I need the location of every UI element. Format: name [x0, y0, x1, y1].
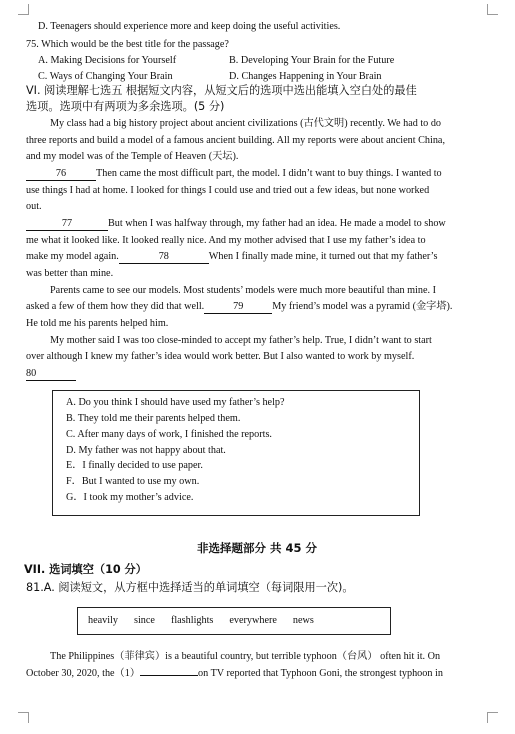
q75-stem: 75. Which would be the best title for the passage? [26, 39, 229, 50]
passage-text: make my model again. [26, 251, 119, 262]
crop-mark-top-left [18, 4, 29, 15]
option-b: B. They told me their parents helped them. [66, 413, 241, 424]
word-option: everywhere [229, 615, 277, 626]
question-81-instruction: 81.A. 阅读短文，从方框中选择适当的单词填空（每词限用一次)。 [26, 581, 354, 594]
q75-option-b: B. Developing Your Brain for the Future [229, 55, 395, 66]
passage-line-blank-78 [26, 250, 437, 264]
passage-line: out. [26, 201, 42, 212]
passage-line: My mother said I was too close-minded to accept my father’s help. True, I didn’t want to start [50, 335, 432, 346]
passage-line: My class had a big history project about ancient civilizations (古代文明) recently. We had to do [50, 118, 442, 129]
blank-78: 78 [119, 251, 209, 264]
word-option: news [292, 615, 314, 626]
passage-text: But when I was halfway through, my father had an idea. He made a model to show [108, 218, 446, 229]
q75-option-a: A. Making Decisions for Yourself [38, 55, 177, 66]
passage-81-line-blank-1 [26, 667, 443, 681]
passage-text: My friend’s model was a pyramid (金字塔). [272, 301, 453, 312]
passage-line-blank-79 [26, 300, 452, 314]
option-a: A. Do you think I should have used my father’s help? [66, 397, 285, 408]
word-box [77, 607, 391, 635]
section-7-heading: VII. 选词填空（10 分） [24, 563, 147, 576]
passage-line: over although I knew my father’s idea would work better. But I also wanted to work by myself. [26, 351, 415, 362]
option-g: G．I took my mother’s advice. [66, 492, 194, 503]
passage-line: was better than mine. [26, 268, 114, 279]
option-c: C. After many days of work, I finished the reports. [66, 429, 272, 440]
blank-76: 76 [26, 168, 96, 181]
q74-option-d: D. Teenagers should experience more and keep doing the useful activities. [38, 21, 341, 32]
blank-79: 79 [204, 301, 272, 314]
word-option: since [134, 615, 155, 626]
crop-mark-top-right [487, 4, 498, 15]
blank-77: 77 [26, 218, 108, 231]
blank-1 [140, 675, 198, 676]
word-option: flashlights [170, 615, 214, 626]
passage-text: on TV reported that Typhoon Goni, the strongest typhoon in [198, 668, 443, 679]
passage-text: When I finally made mine, it turned out that my father’s [208, 251, 438, 262]
section-6-heading: VI. 阅读理解七选五 根据短文内容，从短文后的选项中选出能填入空白处的最佳 [26, 84, 417, 97]
word-option: heavily [88, 615, 118, 626]
section-6-heading-line2: 选项。选项中有两项为多余选项。(5 分) [26, 100, 225, 113]
q75-option-d: D. Changes Happening in Your Brain [229, 71, 382, 82]
passage-text: asked a few of them how they did that well. [26, 301, 205, 312]
q75-option-c: C. Ways of Changing Your Brain [38, 71, 173, 82]
passage-line: Parents came to see our models. Most students’ models were much more beautiful than mine. I [50, 285, 436, 296]
passage-line: three reports and build a model of a famous ancient building. All my reports were about ancient China, [26, 135, 445, 146]
passage-line: He told me his parents helped him. [26, 318, 169, 329]
passage-line: use things I had at home. I looked for things I could use and tried out a few ideas, but none worked [26, 185, 430, 196]
blank-80-line [26, 367, 76, 381]
passage-line: and my model was of the Temple of Heaven (天坛). [26, 151, 239, 162]
crop-mark-bottom-left [18, 712, 29, 723]
passage-text: October 30, 2020, the（1） [26, 668, 141, 679]
crop-mark-bottom-right [487, 712, 498, 723]
option-f: F．But I wanted to use my own. [66, 476, 200, 487]
passage-line-blank-77 [26, 217, 446, 231]
word-list [88, 614, 330, 628]
option-d: D. My father was not happy about that. [66, 445, 226, 456]
part-2-title: 非选择题部分 共 45 分 [197, 541, 318, 555]
passage-line-blank-76 [26, 167, 442, 181]
passage-text: Then came the most difficult part, the model. I didn’t want to buy things. I wanted to [96, 168, 442, 179]
blank-80: 80 [26, 368, 76, 381]
option-e: E．I finally decided to use paper. [66, 460, 203, 471]
passage-line: me what it looked like. It looked really nice. And my mother advised that I use my father’s idea to [26, 235, 426, 246]
passage-81-line: The Philippines（菲律宾）is a beautiful country, but terrible typhoon（台风） often hit it. On [50, 651, 441, 662]
